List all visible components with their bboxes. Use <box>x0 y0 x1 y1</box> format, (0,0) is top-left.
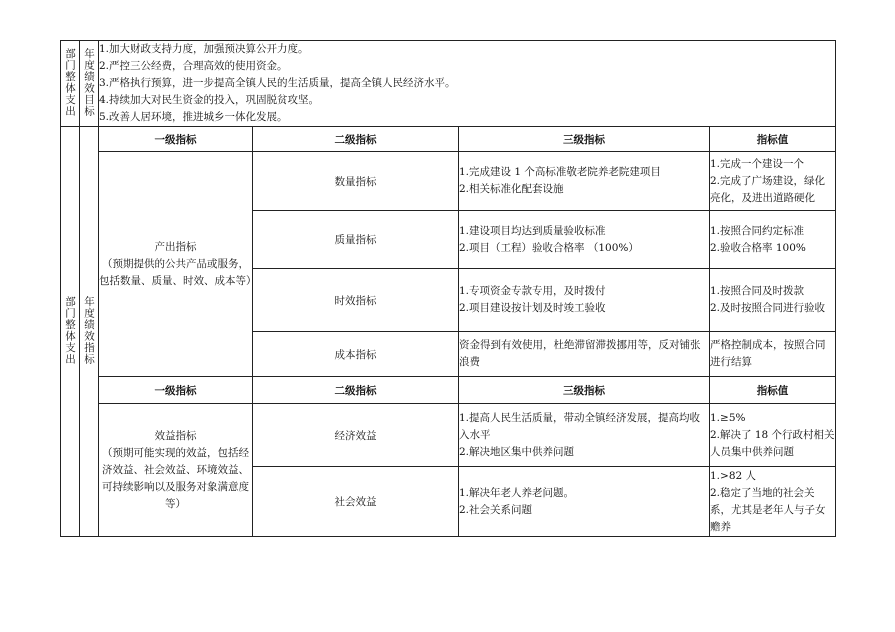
dept-label-cell <box>61 41 80 127</box>
table-row <box>61 404 836 467</box>
header-level2: 二级指标 <box>253 377 459 404</box>
goal-item: 1.加大财政支持力度，加强预决算公开力度。 <box>99 43 309 55</box>
level3-line: 资金得到有效使用，杜绝滞留滞拨挪用等，反对铺张浪费 <box>459 339 701 368</box>
level3-cell <box>459 211 710 269</box>
header-level1: 一级指标 <box>99 377 253 404</box>
level3-line: 1.解决年老人养老问题。 <box>459 486 575 499</box>
value-line: 2.及时按照合同进行验收 <box>710 302 826 314</box>
level2-cell: 时效指标 <box>253 269 459 332</box>
header-level2: 二级指标 <box>253 127 459 152</box>
table-row <box>61 152 836 211</box>
level2-cell: 经济效益 <box>253 404 459 467</box>
level3-line: 2.相关标准化配套设施 <box>459 183 564 195</box>
header-level3: 三级指标 <box>459 127 710 152</box>
performance-table <box>60 40 836 537</box>
value-cell <box>710 332 836 377</box>
level3-line: 2.解决地区集中供养问题 <box>459 445 575 458</box>
benefit-title: 效益指标 <box>154 429 197 442</box>
value-line: 严格控制成本，按照合同进行结算 <box>710 339 826 368</box>
level2-cell: 质量指标 <box>253 211 459 269</box>
level3-cell <box>459 467 710 537</box>
value-line: 2.验收合格率 100% <box>710 241 806 254</box>
value-line: 1.≥5% <box>710 411 746 424</box>
indicator-label: 年度绩效指标 <box>83 295 96 365</box>
header-level3: 三级指标 <box>459 377 710 404</box>
goal-label-cell <box>80 41 99 127</box>
header-value: 指标值 <box>710 377 836 404</box>
output-title: 产出指标 <box>154 240 197 253</box>
value-line: 1.>82 人 <box>710 469 757 482</box>
value-cell <box>710 211 836 269</box>
value-line: 2.解决了 18 个行政村相关人员集中供养问题 <box>710 428 835 458</box>
header-level1: 一级指标 <box>99 127 253 152</box>
level3-line: 2.项目建设按计划及时竣工验收 <box>459 302 606 314</box>
level3-cell <box>459 332 710 377</box>
indicator-label-cell <box>80 127 99 537</box>
level3-cell <box>459 404 710 467</box>
level2-cell: 成本指标 <box>253 332 459 377</box>
value-cell <box>710 404 836 467</box>
dept-label: 部门整体支出 <box>64 47 77 117</box>
value-cell <box>710 467 836 537</box>
header-row <box>61 127 836 152</box>
level3-line: 1.建设项目均达到质量验收标准 <box>459 224 606 237</box>
goal-item: 2.严控三公经费，合理高效的使用资金。 <box>99 60 288 72</box>
level3-cell <box>459 152 710 211</box>
value-line: 2.完成了广场建设，绿化亮化，及进出道路硬化 <box>710 174 826 204</box>
level3-line: 1.提高人民生活质量，带动全镇经济发展，提高均收入水平 <box>459 411 701 441</box>
output-indicator-cell <box>99 152 257 377</box>
value-line: 1.完成一个建设一个 <box>710 157 805 170</box>
output-desc: （预期提供的公共产品或服务，包括数量、质量、时效、成本等） <box>99 257 257 287</box>
dept-label-cell-2 <box>61 127 80 537</box>
level2-cell: 社会效益 <box>253 467 459 537</box>
level3-line: 2.项目（工程）验收合格率 （100%） <box>459 241 639 254</box>
level3-line: 1.专项资金专款专用，及时拨付 <box>459 285 606 297</box>
goal-item: 4.持续加大对民生资金的投入，巩固脱贫攻坚。 <box>99 94 320 106</box>
goal-label: 年度绩效目标 <box>83 47 96 117</box>
level2-cell: 数量指标 <box>253 152 459 211</box>
level3-line: 1.完成建设 1 个高标准敬老院养老院建项目 <box>459 166 661 178</box>
value-line: 1.按照合同及时拨款 <box>710 285 805 297</box>
level3-line: 2.社会关系问题 <box>459 503 533 516</box>
value-line: 1.按照合同约定标准 <box>710 224 805 237</box>
header-value: 指标值 <box>710 127 836 152</box>
header-row <box>61 377 836 404</box>
goals-row <box>61 41 836 127</box>
dept-label: 部门整体支出 <box>64 295 77 365</box>
goal-item: 3.严格执行预算，进一步提高全镇人民的生活质量，提高全镇人民经济水平。 <box>99 77 456 89</box>
level3-cell <box>459 269 710 332</box>
goal-item: 5.改善人居环境，推进城乡一体化发展。 <box>99 111 288 123</box>
benefit-indicator-cell <box>99 404 253 537</box>
value-cell <box>710 269 836 332</box>
value-line: 2.稳定了当地的社会关系，尤其是老年人与子女赡养 <box>710 486 826 533</box>
value-cell <box>710 152 836 211</box>
benefit-desc: （预期可能实现的效益，包括经济效益、社会效益、环境效益、可持续影响以及服务对象满意度等） <box>102 446 249 510</box>
goals-cell <box>99 41 836 127</box>
